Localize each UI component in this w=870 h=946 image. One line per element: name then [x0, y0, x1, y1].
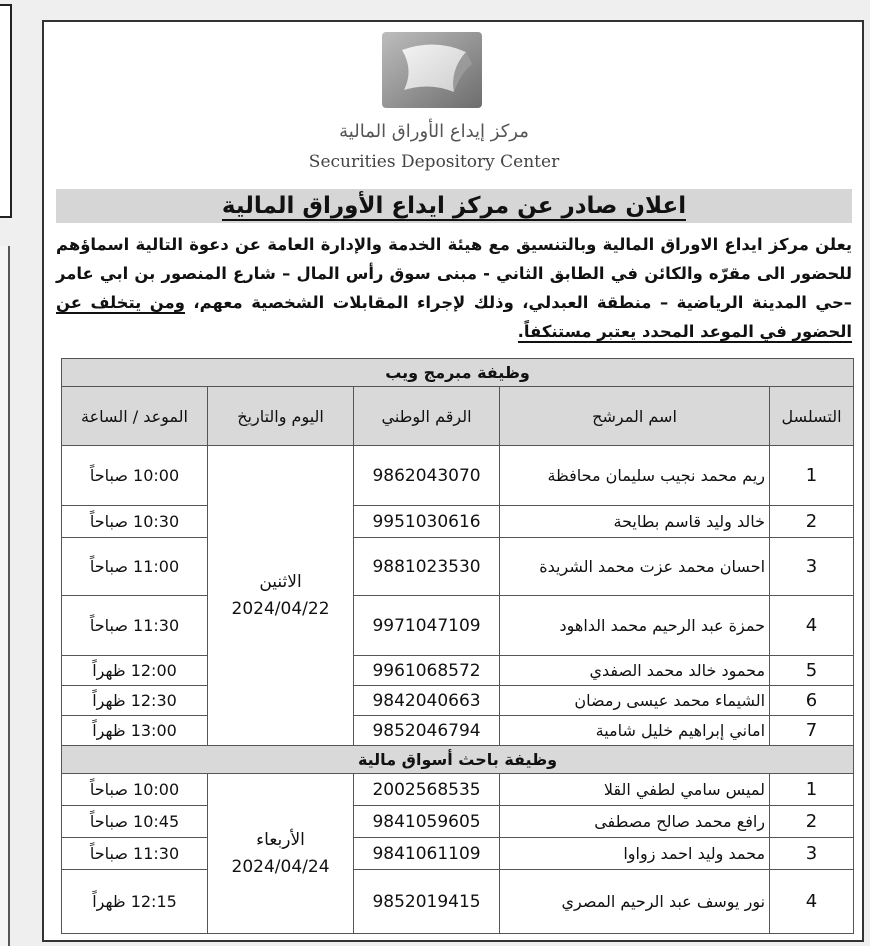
adjacent-column-box [0, 4, 12, 218]
row-sequence: 6 [770, 686, 854, 716]
column-header-name: اسم المرشح [500, 387, 770, 446]
candidate-name: حمزة عبد الرحيم محمد الداهود [500, 596, 770, 656]
announcement-title: اعلان صادر عن مركز ايداع الأوراق المالية [221, 193, 687, 219]
interview-time: 11:30 صباحاً [62, 596, 208, 656]
candidates-table [61, 358, 854, 934]
national-id: 9841061109 [354, 838, 500, 870]
national-id: 9881023530 [354, 538, 500, 596]
interview-time: 12:15 ظهراً [62, 870, 208, 934]
row-sequence: 3 [770, 838, 854, 870]
national-id: 9852019415 [354, 870, 500, 934]
interview-day: الاثنين [259, 571, 302, 592]
section-title: وظيفة مبرمج ويب [62, 359, 854, 387]
row-sequence: 4 [770, 870, 854, 934]
row-sequence: 1 [770, 774, 854, 806]
national-id: 9951030616 [354, 506, 500, 538]
interview-date: 2024/04/22 [231, 598, 330, 619]
section-title-row [62, 359, 854, 387]
table-row [62, 596, 854, 656]
row-sequence: 1 [770, 446, 854, 506]
national-id: 9842040663 [354, 686, 500, 716]
candidate-name: نور يوسف عبد الرحيم المصري [500, 870, 770, 934]
interview-time: 10:45 صباحاً [62, 806, 208, 838]
candidate-name: احسان محمد عزت محمد الشريدة [500, 538, 770, 596]
row-sequence: 3 [770, 538, 854, 596]
interview-time: 10:00 صباحاً [62, 446, 208, 506]
interview-time: 13:00 ظهراً [62, 716, 208, 746]
row-sequence: 2 [770, 806, 854, 838]
row-sequence: 7 [770, 716, 854, 746]
announcement-page [42, 20, 864, 942]
national-id: 9862043070 [354, 446, 500, 506]
row-sequence: 4 [770, 596, 854, 656]
national-id: 9961068572 [354, 656, 500, 686]
table-row [62, 446, 854, 506]
column-header-day-date: اليوم والتاريخ [208, 387, 354, 446]
column-header-national-id: الرقم الوطني [354, 387, 500, 446]
table-row [62, 774, 854, 806]
table-row [62, 870, 854, 934]
national-id: 9841059605 [354, 806, 500, 838]
candidate-name: محمود خالد محمد الصفدي [500, 656, 770, 686]
row-sequence: 2 [770, 506, 854, 538]
table-row [62, 538, 854, 596]
interview-day: الأربعاء [256, 829, 305, 850]
candidate-name: اماني إبراهيم خليل شامية [500, 716, 770, 746]
interview-time: 10:30 صباحاً [62, 506, 208, 538]
section-title-row [62, 746, 854, 774]
national-id: 2002568535 [354, 774, 500, 806]
interview-time: 12:30 ظهراً [62, 686, 208, 716]
candidate-name: رافع محمد صالح مصطفى [500, 806, 770, 838]
table-row [62, 716, 854, 746]
adjacent-column-edge [0, 246, 10, 946]
column-header-seq: التسلسل [770, 387, 854, 446]
interview-time: 11:00 صباحاً [62, 538, 208, 596]
candidate-name: خالد وليد قاسم بطايحة [500, 506, 770, 538]
candidate-name: محمد وليد احمد زواوا [500, 838, 770, 870]
candidate-name: لميس سامي لطفي القلا [500, 774, 770, 806]
announcement-body [56, 230, 852, 348]
table-row [62, 506, 854, 538]
candidate-name: ريم محمد نجيب سليمان محافظة [500, 446, 770, 506]
table-header-row [62, 387, 854, 446]
org-name-english: Securities Depository Center [308, 152, 560, 172]
announcement-title-bar [56, 189, 852, 223]
column-header-time: الموعد / الساعة [62, 387, 208, 446]
row-sequence: 5 [770, 656, 854, 686]
announcement-warning: ومن يتخلف عن الحضور في الموعد المحدد يعتبر مستنكفاً. [56, 293, 852, 341]
section-title: وظيفة باحث أسواق مالية [62, 746, 854, 774]
national-id: 9852046794 [354, 716, 500, 746]
table-row [62, 656, 854, 686]
interview-time: 11:30 صباحاً [62, 838, 208, 870]
announcement-body-text: يعلن مركز ايداع الاوراق المالية وبالتنسيق مع هيئة الخدمة والإدارة العامة عن دعوة التالية اسماؤهم للحضور الى مقرّه والكائن في الطابق الثاني - مبنى سوق رأس المال – شارع المنصور بن ابي عامر –حي المدينة الرياضية – منطقة العبدلي، وذلك لإجراء المقابلات الشخصية معهم، [56, 235, 852, 312]
interview-day-date [208, 774, 354, 934]
table-row [62, 838, 854, 870]
interview-time: 10:00 صباحاً [62, 774, 208, 806]
interview-time: 12:00 ظهراً [62, 656, 208, 686]
interview-date: 2024/04/24 [231, 856, 330, 877]
candidate-name: الشيماء محمد عيسى رمضان [500, 686, 770, 716]
interview-day-date [208, 446, 354, 746]
table-row [62, 686, 854, 716]
sdc-logo-icon [380, 30, 484, 110]
national-id: 9971047109 [354, 596, 500, 656]
org-name-arabic: مركز إيداع الأوراق المالية [339, 121, 529, 142]
table-row [62, 806, 854, 838]
